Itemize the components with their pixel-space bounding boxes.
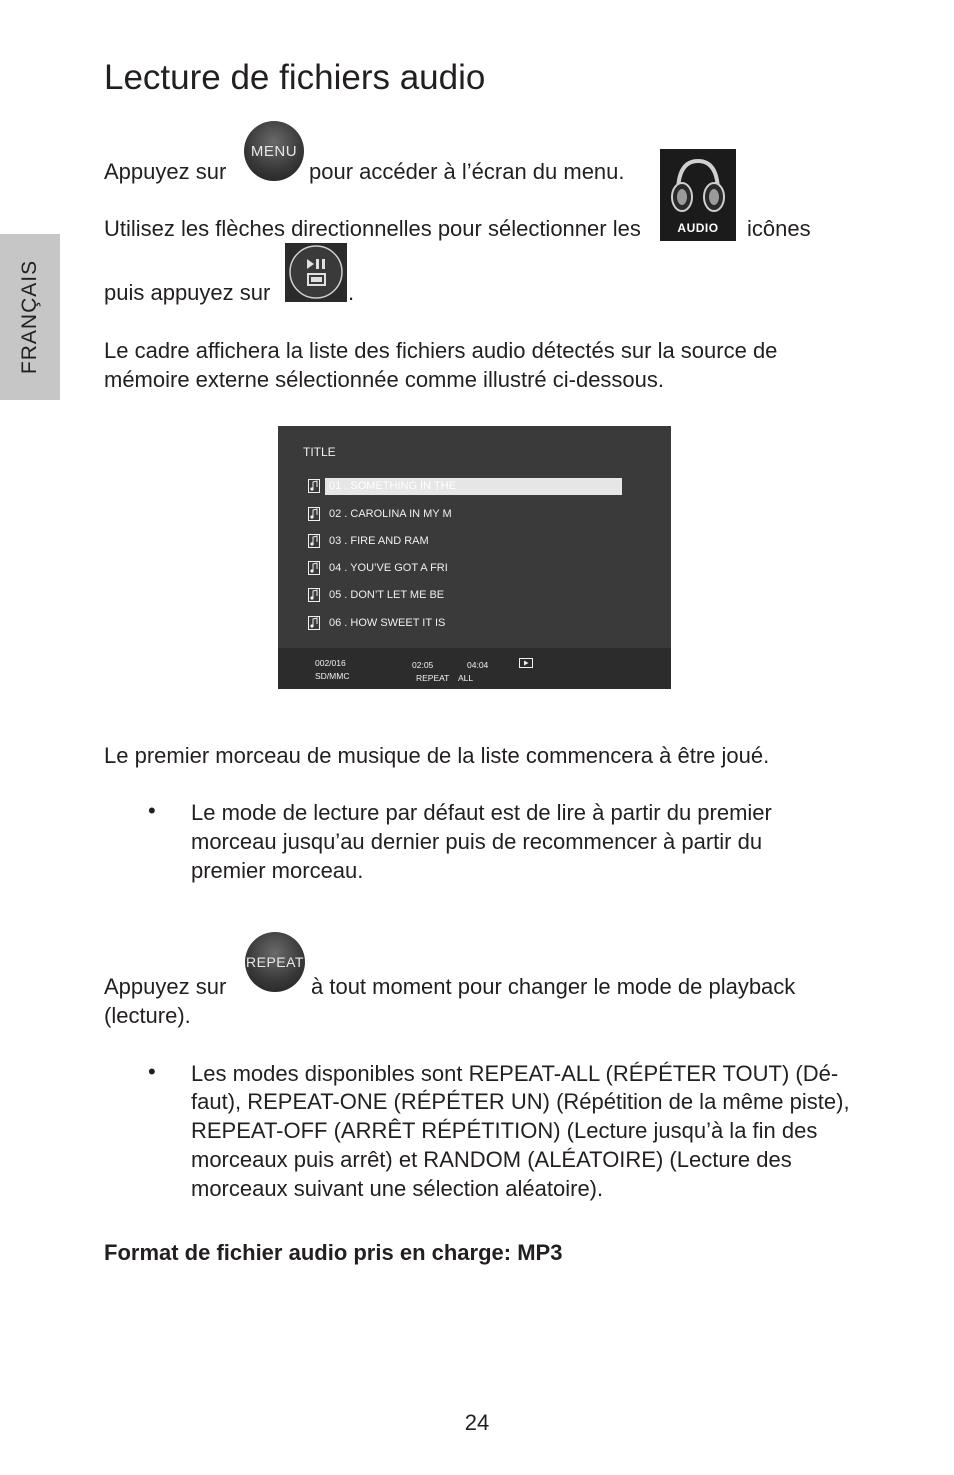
language-tab: [0, 234, 60, 400]
play-status-icon: [519, 658, 533, 668]
page-title: Lecture de fichiers audio: [104, 58, 486, 97]
track-label: 03 . FIRE AND RAM: [329, 535, 429, 547]
bullet1-line3: premier morceau.: [191, 858, 364, 883]
step1-text-after: pour accéder à l’écran du menu.: [309, 159, 625, 184]
repeat-mode: ALL: [458, 673, 474, 683]
step2-text-after: icônes: [747, 216, 811, 241]
track-label: 05 . DON’T LET ME BE: [329, 589, 445, 601]
music-file-icon: [308, 616, 320, 630]
bullet2-line4: morceaux puis arrêt) et RANDOM (ALÉATOIRE) (Lecture des: [191, 1147, 792, 1172]
bullet-dot: •: [148, 798, 156, 823]
music-file-icon: [308, 561, 320, 575]
repeat-button-label: REPEAT: [246, 954, 304, 970]
bullet2-line3: REPEAT-OFF (ARRÊT RÉPÉTITION) (Lecture jusqu’à la fin des: [191, 1118, 818, 1143]
track-item: [308, 506, 628, 523]
frame-paragraph-line2: mémoire externe sélectionnée comme illustré ci-dessous.: [104, 367, 665, 392]
frame-paragraph-line1: Le cadre affichera la liste des fichiers audio détectés sur la source de: [104, 338, 778, 363]
audio-list-screen: [278, 426, 671, 689]
file-count: 002/016: [315, 658, 346, 668]
bullet2-line2: faut), REPEAT-ONE (RÉPÉTER UN) (Répétition de la même piste),: [191, 1089, 850, 1114]
step1-text-before: Appuyez sur: [104, 159, 227, 184]
bullet-dot: •: [148, 1059, 156, 1084]
language-tab-label: FRANÇAIS: [18, 259, 41, 375]
repeat-step-line2: (lecture).: [104, 1003, 191, 1028]
track-item: [308, 615, 628, 632]
format-note: Format de fichier audio pris en charge: MP3: [104, 1240, 563, 1265]
track-item: [308, 533, 628, 550]
bullet2-line1: Les modes disponibles sont REPEAT-ALL (RÉPÉTER TOUT) (Dé-: [191, 1061, 839, 1086]
headphones-icon: [660, 149, 736, 219]
play-pause-ok-icon: [285, 243, 347, 302]
screen-title: TITLE: [303, 445, 336, 459]
repeat-step-text-after: à tout moment pour changer le mode de playback: [311, 974, 796, 999]
screen-footer: [278, 648, 671, 689]
music-file-icon: [308, 479, 320, 493]
track-item: [308, 587, 628, 604]
track-label: 02 . CAROLINA IN MY M: [329, 508, 452, 520]
total-time: 04:04: [467, 660, 489, 670]
first-track-paragraph: Le premier morceau de musique de la liste commencera à être joué.: [104, 743, 770, 768]
audio-icon-label: AUDIO: [677, 221, 719, 235]
source-label: SD/MMC: [315, 671, 350, 681]
audio-headphones-icon: [660, 149, 736, 241]
menu-button-label: MENU: [250, 142, 298, 160]
music-file-icon: [308, 534, 320, 548]
repeat-step-text-before: Appuyez sur: [104, 974, 227, 999]
menu-button-icon: [244, 121, 304, 181]
track-label: 06 . HOW SWEET IT IS: [329, 617, 446, 629]
page-number: 24: [464, 1410, 490, 1435]
step3-text-before: puis appuyez sur: [104, 280, 271, 305]
bullet2-line5: morceaux suivant une sélection aléatoire).: [191, 1176, 604, 1201]
track-item: [308, 560, 628, 577]
music-file-icon: [308, 588, 320, 602]
track-label: 01 . SOMETHING IN THE: [325, 478, 622, 495]
play-pause-icon: [285, 243, 347, 302]
music-file-icon: [308, 507, 320, 521]
bullet1-line2: morceau jusqu’au dernier puis de recommencer à partir du: [191, 829, 763, 854]
bullet1-line1: Le mode de lecture par défaut est de lire à partir du premier: [191, 800, 772, 825]
track-label: 04 . YOU’VE GOT A FRI: [329, 562, 448, 574]
elapsed-time: 02:05: [412, 660, 434, 670]
step2-text-before: Utilisez les flèches directionnelles pour sélectionner les: [104, 216, 641, 241]
step3-text-after: .: [348, 280, 355, 305]
repeat-button-icon: [245, 932, 305, 992]
repeat-label: REPEAT: [416, 673, 450, 683]
track-item: [308, 478, 628, 495]
